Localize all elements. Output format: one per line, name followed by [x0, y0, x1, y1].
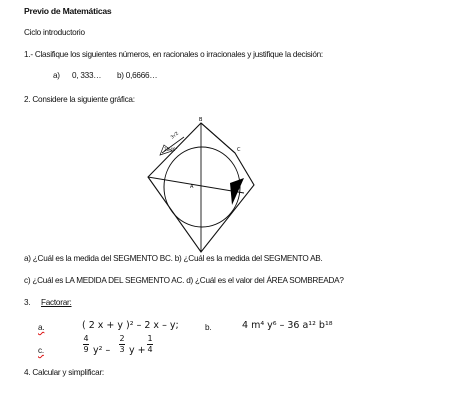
- q3-option-b-letter: b.: [205, 323, 212, 332]
- q1-option-a-label: a): [53, 71, 60, 80]
- q3-fraction-2-denominator: 3: [119, 345, 125, 354]
- q3-fraction-1: [83, 335, 89, 354]
- q3-option-c-letter: c.: [38, 346, 44, 355]
- inscribed-circle: [164, 147, 240, 227]
- q3-expression-c-part-2: y +: [129, 345, 146, 356]
- q3-fraction-3-denominator: 4: [147, 345, 153, 354]
- question-2: 2. Considere la siguiente gráfica:: [24, 95, 135, 104]
- q3-fraction-1-denominator: 9: [83, 345, 89, 354]
- geometry-figure: [140, 115, 255, 265]
- side-label: 3√2: [170, 131, 181, 141]
- q3-fraction-3-numerator: 1: [147, 334, 153, 343]
- label-c: C: [237, 147, 241, 153]
- segment-bc: [201, 123, 235, 153]
- subtitle: Ciclo introductorio: [24, 28, 85, 37]
- q1-option-b: b) 0,6666…: [117, 71, 158, 80]
- q3-fraction-2: [119, 335, 125, 354]
- question-3-label: Factorar:: [41, 298, 72, 307]
- q3-expression-b: 4 m⁴ y⁶ – 36 a¹² b¹⁸: [242, 320, 333, 331]
- q3-expression-c-part-1: y² –: [93, 345, 111, 356]
- question-1: 1.- Clasifique los siguientes números, en racionales o irracionales y justifique la decisión:: [24, 50, 323, 59]
- label-a: A: [190, 184, 194, 190]
- q3-fraction-2-numerator: 2: [119, 334, 125, 343]
- diagonal-horizontal: [148, 177, 244, 193]
- q3-expression-a: ( 2 x + y )² – 2 x – y;: [82, 320, 179, 331]
- question-2-line-2: c) ¿Cuál es LA MEDIDA DEL SEGMENTO AC. d) ¿Cuál es el valor del ÁREA SOMBREADA?: [24, 276, 344, 285]
- question-2-line-1: a) ¿Cuál es la medida del SEGMENTO BC. b) ¿Cuál es la medida del SEGMENTO AB.: [24, 254, 323, 263]
- angle-label: 26.46°: [164, 147, 178, 152]
- q3-fraction-3: [147, 335, 153, 354]
- page-title: Previo de Matemáticas: [24, 6, 112, 16]
- q3-option-a-letter: a.: [38, 323, 45, 332]
- question-3-number: 3.: [24, 298, 31, 307]
- q3-fraction-1-numerator: 4: [83, 334, 89, 343]
- q1-option-a-value: 0, 333…: [72, 71, 102, 80]
- label-b: B: [199, 117, 203, 123]
- question-4: 4. Calcular y simplificar:: [24, 368, 104, 377]
